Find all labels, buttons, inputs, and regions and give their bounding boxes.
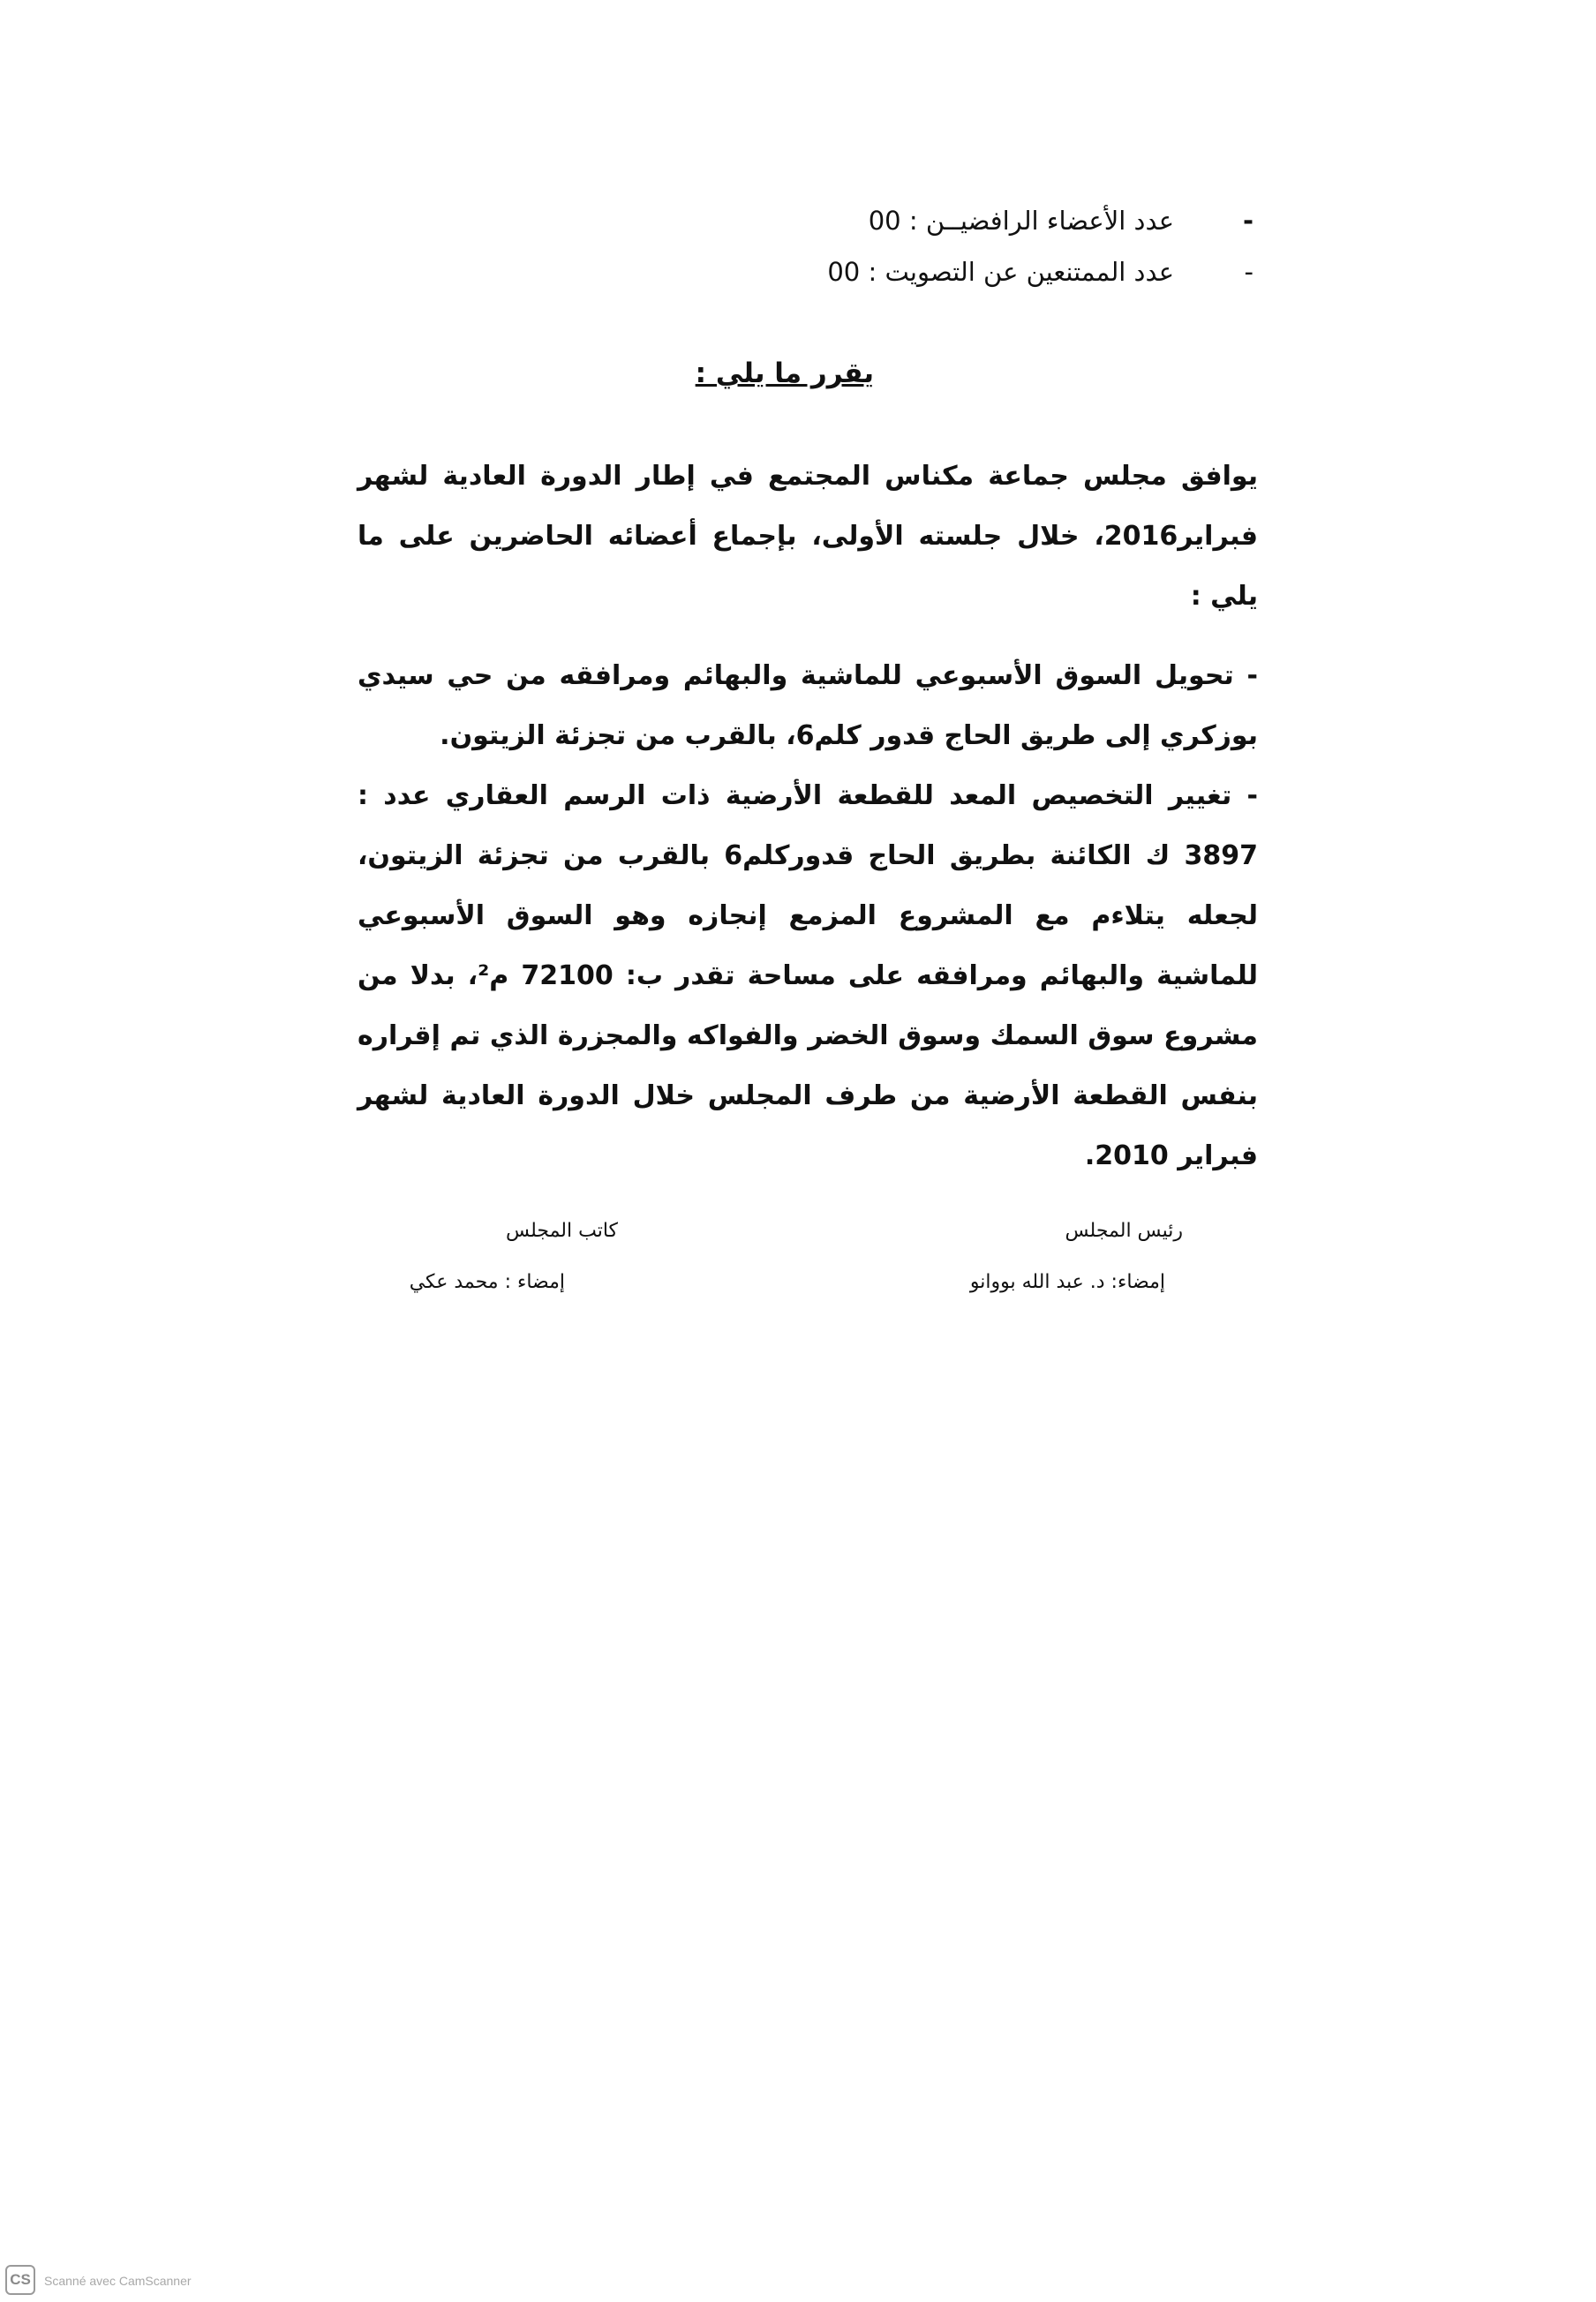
- rejecting-members-line: [794, 199, 1253, 243]
- bullet-dash: -: [1244, 257, 1253, 287]
- rejecting-members-count: عدد الأعضاء الرافضيــن : 00: [868, 206, 1174, 236]
- camscanner-logo-icon: CS: [5, 2265, 35, 2295]
- president-signature: إمضاء: د. عبد الله بووانو: [969, 1271, 1165, 1293]
- decision-item-transfer-market: - تحويل السوق الأسبوعي للماشية والبهائم ومرافقه من حي سيدي بوزكري إلى طريق الحاج قدور كلم6، بالقرب من تجزئة الزيتون.: [358, 660, 1258, 751]
- decision-heading: يقرر ما يلي :: [695, 357, 874, 389]
- bullet-dash: -: [1242, 206, 1253, 236]
- scanner-watermark: Scanné avec CamScanner: [44, 2274, 192, 2288]
- secretary-title: كاتب المجلس: [506, 1220, 618, 1242]
- decision-item-change-allocation: - تغيير التخصيص المعد للقطعة الأرضية ذات الرسم العقاري عدد : 3897 ك الكائنة بطريق الحاج قدوركلم6 بالقرب من تجزئة الزيتون، لجعله يتلاءم مع المشروع المزمع إنجازه وهو السوق الأسبوعي للماشية والبهائم ومرافقه على مساحة تقدر ب: 72100 م²، بدلا من مشروع سوق السمك وسوق الخضر والفواكه والمجزرة الذي تم إقراره بنفس القطعة الأرضية من طرف المجلس خلال الدورة العادية لشهر فبراير 2010.: [358, 780, 1258, 1171]
- abstaining-members-line: [794, 250, 1253, 294]
- intro-paragraph: يوافق مجلس جماعة مكناس المجتمع في إطار الدورة العادية لشهر فبراير2016، خلال جلسته الأولى، بإجماع أعضائه الحاضرين على ما يلي :: [358, 461, 1258, 612]
- abstaining-members-count: عدد الممتنعين عن التصويت : 00: [827, 257, 1174, 287]
- secretary-signature: إمضاء : محمد عكي: [409, 1271, 565, 1293]
- president-title: رئيس المجلس: [1065, 1220, 1183, 1242]
